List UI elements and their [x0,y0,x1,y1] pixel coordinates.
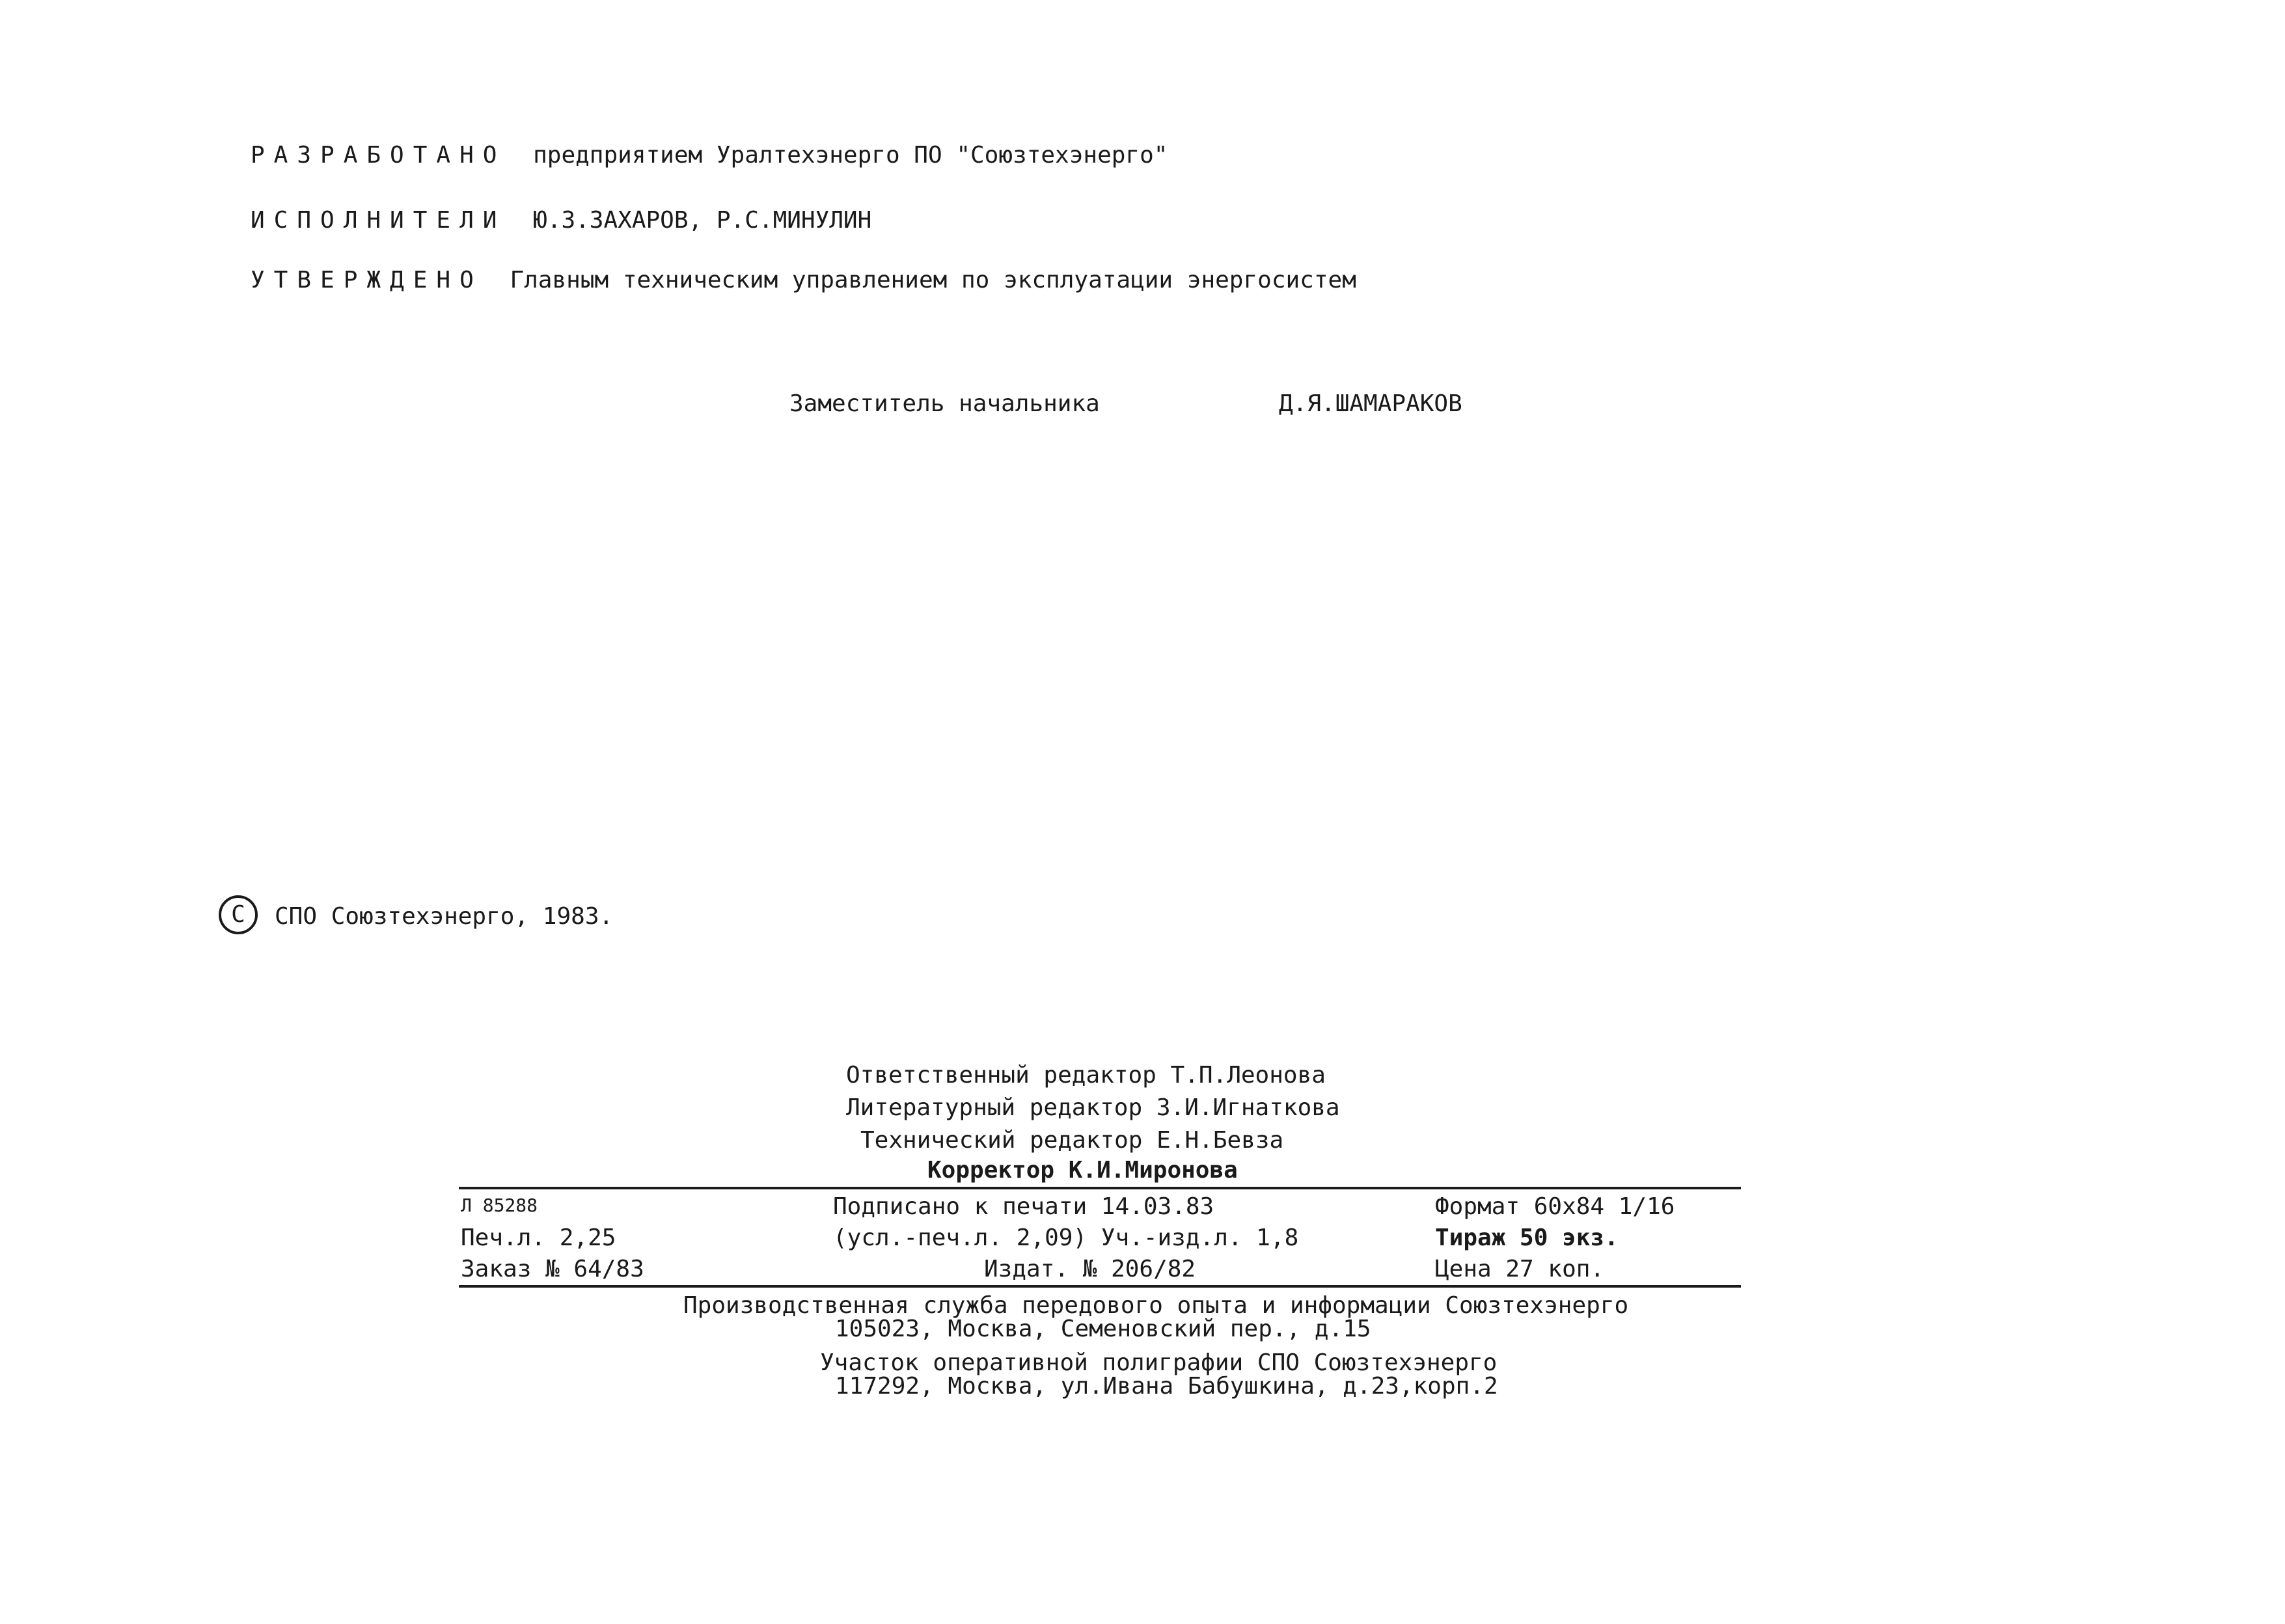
imprint-bottom-rule [459,1285,1741,1288]
editor-responsible: Ответственный редактор Т.П.Леонова [846,1062,1326,1089]
signature-position: Заместитель начальника [789,390,1100,417]
authors-label: ИСПОЛНИТЕЛИ [251,207,506,234]
editor-literary: Литературный редактор З.И.Игнаткова [846,1094,1340,1121]
approved-line [251,267,1356,293]
imprint-top-rule [459,1187,1741,1189]
footer-printing: Участок оперативной полиграфии СПО Союзтехэнерго [820,1349,1498,1376]
developed-label: РАЗРАБОТАНО [251,142,506,169]
imprint-row1-middle: Подписано к печати 14.03.83 [833,1193,1214,1220]
footer-service: Производственная служба передового опыта и информации Союзтехэнерго [683,1292,1629,1319]
developed-text: предприятием Уралтехэнерго ПО "Союзтехэнерго" [533,142,1168,169]
approved-label: УТВЕРЖДЕНО [251,267,483,293]
imprint-row3-middle: Издат. № 206/82 [984,1256,1196,1282]
imprint-row2-middle: (усл.-печ.л. 2,09) Уч.-изд.л. 1,8 [833,1225,1299,1251]
developed-line [251,142,1168,169]
imprint-row2-left: Печ.л. 2,25 [461,1225,616,1251]
copyright-text: СПО Союзтехэнерго, 1983. [275,903,614,930]
imprint-row3-left: Заказ № 64/83 [461,1256,644,1282]
authors-text: Ю.З.ЗАХАРОВ, Р.С.МИНУЛИН [533,207,872,234]
copyright-icon: С [219,895,258,934]
imprint-row1-right: Формат 60х84 1/16 [1435,1193,1675,1220]
editor-corrector: Корректор К.И.Миронова [927,1157,1238,1184]
footer-printing-address: 117292, Москва, ул.Ивана Бабушкина, д.23,корп.2 [835,1373,1498,1400]
editor-technical: Технический редактор Е.Н.Бевза [860,1127,1284,1154]
footer-service-address: 105023, Москва, Семеновский пер., д.15 [835,1316,1371,1342]
imprint-row1-left: Л 85288 [461,1195,538,1216]
imprint-row3-right: Цена 27 коп. [1435,1256,1605,1282]
imprint-row2-right: Тираж 50 экз. [1435,1225,1619,1251]
authors-line [251,207,871,234]
signature-name: Д.Я.ШАМАРАКОВ [1279,390,1462,417]
approved-text: Главным техническим управлением по эксплуатации энергосистем [510,267,1356,293]
